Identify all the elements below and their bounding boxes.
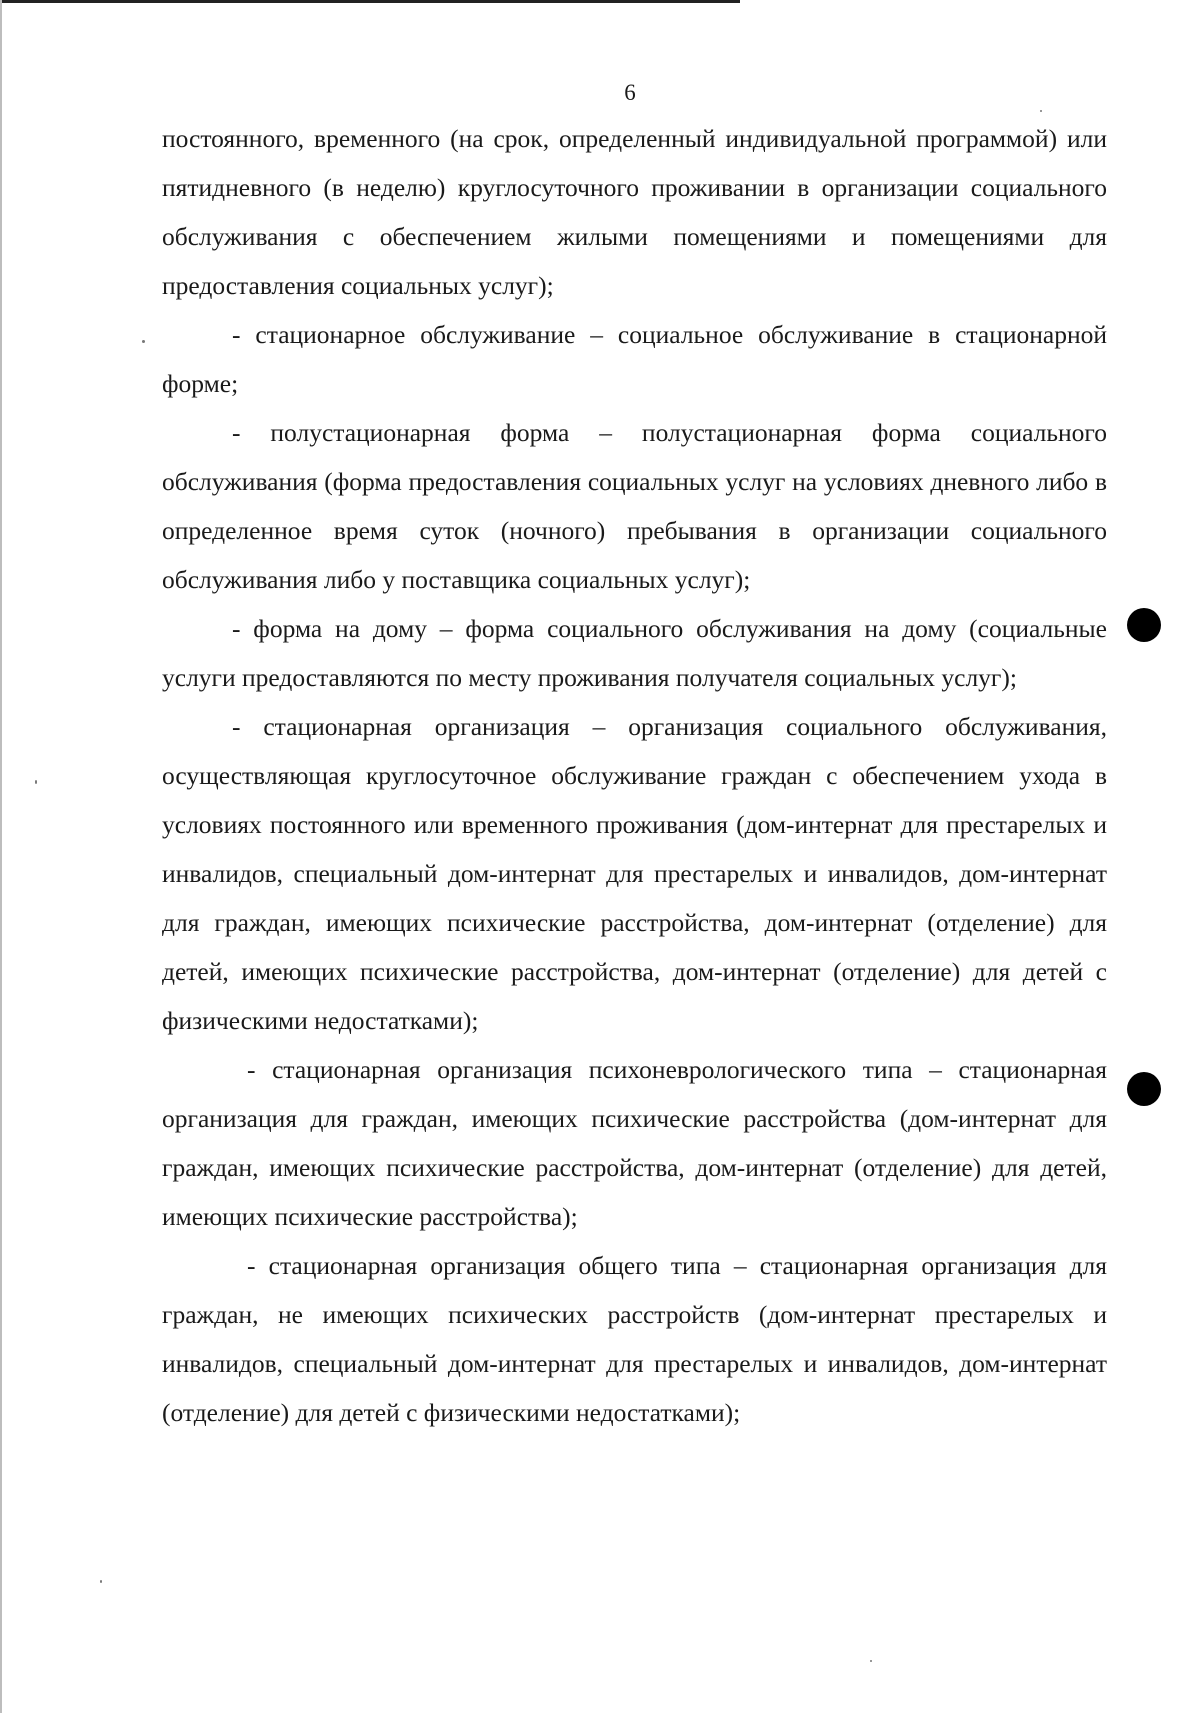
punch-hole-lower [1127,1072,1161,1106]
paragraph-psychoneurological-organization: - стационарная организация психоневрологического типа – стационарная организация для граждан, имеющих психические расстройства (дом-интернат для граждан, имеющих психические расстройства, дом-интернат (отделение) для детей, имеющих психические расстройства); [162,1055,1107,1231]
document-body [162,114,1107,1437]
paragraph-stationary-service: - стационарное обслуживание – социальное обслуживание в стационарной форме; [162,320,1107,398]
scan-edge-left [0,0,2,1713]
scan-speck [870,1660,872,1662]
scan-speck [100,1580,102,1583]
scan-speck [35,780,37,784]
paragraph-semi-stationary-form: - полустационарная форма – полустационарная форма социального обслуживания (форма предоставления социальных услуг на условиях дневного либо в определенное время суток (ночного) пребывания в организации социального обслуживания либо у поставщика социальных услуг); [162,418,1107,594]
paragraph-general-organization: - стационарная организация общего типа – стационарная организация для граждан, не имеющих психических расстройств (дом-интернат престарелых и инвалидов, специальный дом-интернат для престарелых и инвалидов, дом-интернат (отделение) для детей с физическими недостатками); [162,1251,1107,1427]
paragraph-home-form: - форма на дому – форма социального обслуживания на дому (социальные услуги предоставляются по месту проживания получателя социальных услуг); [162,614,1107,692]
scan-speck [142,340,145,343]
punch-hole-upper [1127,608,1161,642]
paragraph-continuation: постоянного, временного (на срок, определенный индивидуальной программой) или пятидневного (в неделю) круглосуточного проживании в организации социального обслуживания с обеспечением жилыми помещениями и помещениями для предоставления социальных услуг); [162,124,1107,300]
page-number: 6 [624,80,636,105]
scan-edge-top [0,0,740,3]
paragraph-stationary-organization: - стационарная организация – организация социального обслуживания, осуществляющая круглосуточное обслуживание граждан с обеспечением ухода в условиях постоянного или временного проживания (дом-интернат для престарелых и инвалидов, специальный дом-интернат для престарелых и инвалидов, дом-интернат для граждан, имеющих психические расстройства, дом-интернат (отделение) для детей, имеющих психические расстройства, дом-интернат (отделение) для детей с физическими недостатками); [162,712,1107,1035]
scan-speck [1040,110,1042,112]
